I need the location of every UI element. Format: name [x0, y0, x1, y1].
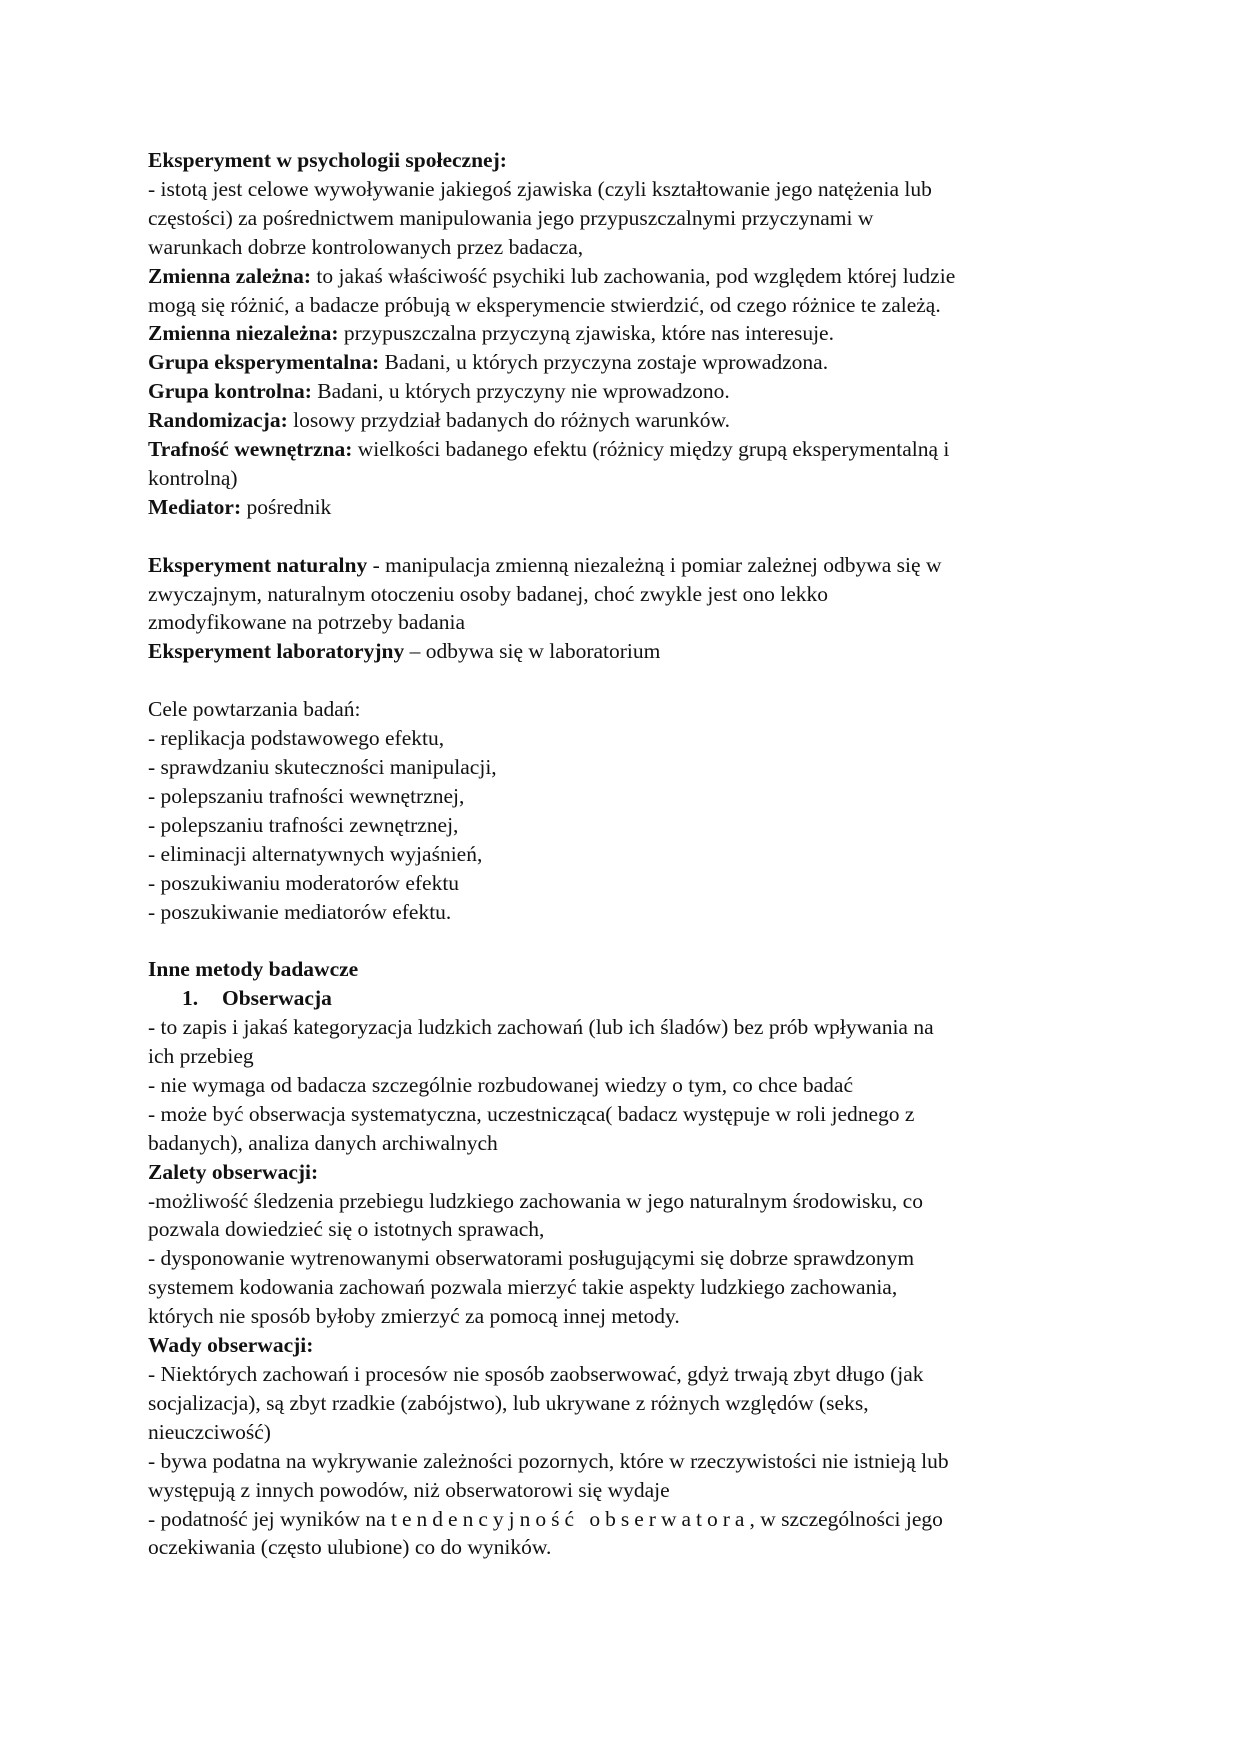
text-line: występują z innych powodów, niż obserwatorowi się wydaje	[148, 1477, 670, 1502]
spaced-text: tendencyjność obserwatora	[391, 1506, 750, 1531]
definition-text: losowy przydział badanych do różnych warunków.	[287, 408, 730, 433]
definition-continuation: mogą się różnić, a badacze próbują w eksperymencie stwierdzić, od czego różnice te zależą.	[148, 292, 941, 317]
definition-term: Eksperyment laboratoryjny	[148, 639, 405, 664]
definition-term: Grupa eksperymentalna:	[148, 350, 380, 375]
text-line: - Niektórych zachowań i procesów nie sposób zaobserwować, gdyż trwają zbyt długo (jak	[148, 1362, 924, 1387]
text-line: - istotą jest celowe wywoływanie jakiegoś zjawiska (czyli kształtowanie jego natężenia lub	[148, 176, 932, 201]
text-line: częstości) za pośrednictwem manipulowania jego przypuszczalnymi przyczynami w	[148, 205, 874, 230]
section-title: Eksperyment w psychologii społecznej:	[148, 148, 507, 172]
wady-title: Wady obserwacji:	[148, 1333, 314, 1358]
definition-text: Badani, u których przyczyny nie wprowadzono.	[311, 379, 730, 404]
text-line: - może być obserwacja systematyczna, uczestnicząca( badacz występuje w roli jednego z	[148, 1101, 915, 1126]
definition-line	[148, 406, 1108, 435]
definition-line	[148, 637, 1108, 666]
paragraph-gap	[148, 522, 1108, 551]
definition-text: pośrednik	[241, 494, 332, 519]
definition-line	[148, 262, 1108, 291]
definition-line	[148, 319, 1108, 348]
list-heading: Cele powtarzania badań:	[148, 697, 361, 722]
definition-line	[148, 435, 1108, 464]
list-item: - sprawdzaniu skuteczności manipulacji,	[148, 755, 497, 779]
text-line	[148, 1505, 1108, 1534]
definition-continuation: kontrolną)	[148, 465, 238, 490]
definition-term: Grupa kontrolna:	[148, 379, 312, 404]
text-segment: , w szczególności jego	[749, 1506, 943, 1531]
list-item: - eliminacji alternatywnych wyjaśnień,	[148, 841, 483, 866]
definition-text: - manipulacja zmienną niezależną i pomiar zależnej odbywa się w	[367, 552, 942, 577]
list-item: - poszukiwaniu moderatorów efektu	[148, 870, 460, 895]
definition-text: to jakaś właściwość psychiki lub zachowania, pod względem której ludzie	[311, 263, 956, 288]
definition-line	[148, 493, 1108, 522]
paragraph-gap	[148, 926, 1108, 955]
definition-text: – odbywa się w laboratorium	[404, 639, 661, 664]
list-number: 1.	[182, 986, 199, 1011]
definition-term: Randomizacja:	[148, 408, 288, 433]
text-line: pozwala dowiedzieć się o istotnych sprawach,	[148, 1217, 545, 1242]
text-line: systemem kodowania zachowań pozwala mierzyć takie aspekty ludzkiego zachowania,	[148, 1275, 898, 1300]
list-item: - polepszaniu trafności wewnętrznej,	[148, 783, 465, 808]
text-line: socjalizacja), są zbyt rzadkie (zabójstwo), lub ukrywane z różnych względów (seks,	[148, 1390, 869, 1415]
text-line: - dysponowanie wytrenowanymi obserwatorami posługującymi się dobrze sprawdzonym	[148, 1246, 915, 1271]
list-item: - replikacja podstawowego efektu,	[148, 726, 445, 751]
definition-line	[148, 348, 1108, 377]
definition-term: Zmienna niezależna:	[148, 321, 339, 346]
definition-term: Zmienna zależna:	[148, 263, 312, 288]
definition-term: Mediator:	[148, 494, 242, 519]
paragraph-gap	[148, 666, 1108, 695]
list-item: - polepszaniu trafności zewnętrznej,	[148, 812, 459, 837]
list-item: - poszukiwanie mediatorów efektu.	[148, 899, 452, 924]
document-content	[148, 146, 1108, 1562]
text-line: których nie sposób byłoby zmierzyć za pomocą innej metody.	[148, 1304, 680, 1329]
zalety-title: Zalety obserwacji:	[148, 1159, 319, 1184]
definition-term: Eksperyment naturalny	[148, 552, 368, 577]
definition-text: przypuszczalna przyczyną zjawiska, które nas interesuje.	[338, 321, 834, 346]
definition-term: Trafność wewnętrzna:	[148, 437, 353, 462]
text-line: zmodyfikowane na potrzeby badania	[148, 610, 465, 635]
text-line: - to zapis i jakaś kategoryzacja ludzkich zachowań (lub ich śladów) bez prób wpływania na	[148, 1015, 934, 1040]
definition-line	[148, 377, 1108, 406]
text-segment: - podatność jej wyników na	[148, 1506, 392, 1531]
text-line: ich przebieg	[148, 1044, 254, 1069]
subheading-text: Obserwacja	[222, 986, 332, 1011]
text-line: - bywa podatna na wykrywanie zależności pozornych, które w rzeczywistości nie istnieją lub	[148, 1448, 949, 1473]
definition-text: wielkości badanego efektu (różnicy między grupą eksperymentalną i	[352, 437, 950, 462]
text-line: -możliwość śledzenia przebiegu ludzkiego zachowania w jego naturalnym środowisku, co	[148, 1188, 923, 1213]
section-title: Inne metody badawcze	[148, 957, 359, 982]
text-line: nieuczciwość)	[148, 1419, 271, 1444]
numbered-subheading	[148, 984, 1108, 1013]
text-line: zwyczajnym, naturalnym otoczeniu osoby badanej, choć zwykle jest ono lekko	[148, 581, 829, 606]
definition-text: Badani, u których przyczyna zostaje wprowadzona.	[379, 350, 829, 375]
text-line: warunkach dobrze kontrolowanych przez badacza,	[148, 234, 584, 259]
text-line: oczekiwania (często ulubione) co do wyników.	[148, 1535, 552, 1560]
text-line: - nie wymaga od badacza szczególnie rozbudowanej wiedzy o tym, co chce badać	[148, 1072, 853, 1097]
definition-line	[148, 551, 1108, 580]
text-line: badanych), analiza danych archiwalnych	[148, 1130, 498, 1155]
